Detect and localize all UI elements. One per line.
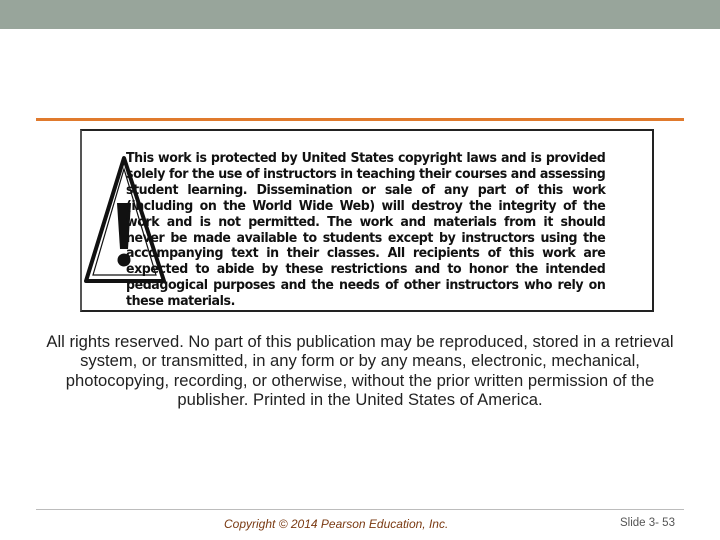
copyright-notice-text: This work is protected by United States copyright laws and is provided solely for the use of instructors in teaching their courses and assessing student learning. Dissemination or sale of any part of this work (including on the World Wide Web) will destroy the integrity of the work and is not permitted. The work and materials from it should never be made available to students except by instructors using the accompanying text in their classes. All recipients of this work are expected to abide by these restrictions and to honor the intended pedagogical purposes and the needs of other instructors who rely on these materials. bbox=[126, 151, 606, 310]
top-bar bbox=[0, 0, 720, 29]
footer-rule bbox=[36, 509, 684, 510]
copyright-notice-box bbox=[80, 129, 654, 312]
footer-copyright: Copyright © 2014 Pearson Education, Inc. bbox=[224, 517, 449, 531]
rights-statement: All rights reserved. No part of this publication may be reproduced, stored in a retrieval system, or transmitted, in any form or by any means, electronic, mechanical, photocopying, recording, or otherwise, without the prior written permission of the publisher. Printed in the United States of America. bbox=[46, 332, 674, 409]
slide-number: Slide 3- 53 bbox=[620, 517, 675, 529]
accent-rule bbox=[36, 118, 684, 121]
